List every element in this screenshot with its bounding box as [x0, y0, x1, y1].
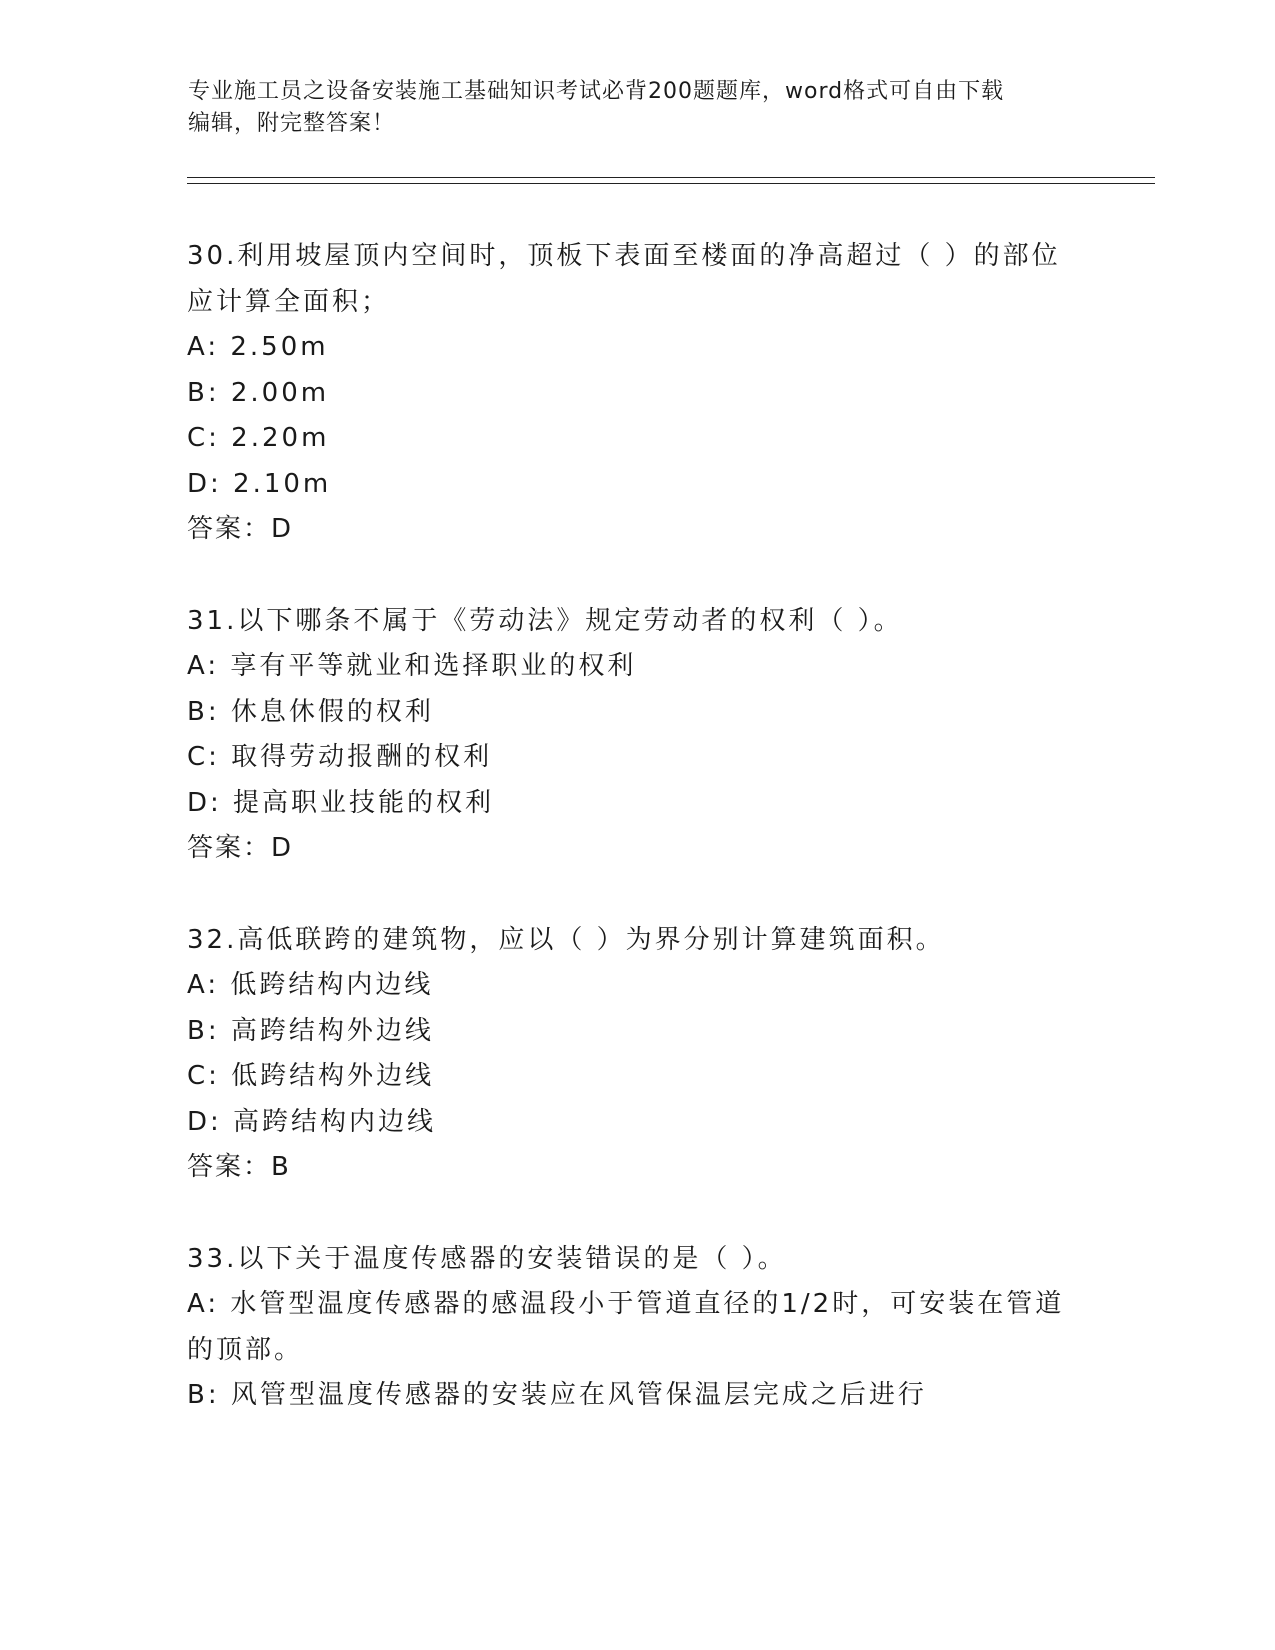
option-a: A: 2.50m: [187, 332, 329, 362]
option-a-continued: 的顶部。: [187, 1334, 304, 1365]
answer: 答案：D: [187, 833, 294, 863]
option-a: A: 享有平等就业和选择职业的权利: [187, 651, 637, 681]
header-line-2: 编辑，附完整答案！: [188, 111, 396, 136]
header-divider-bottom: [187, 183, 1155, 184]
option-d: D: 2.10m: [187, 468, 332, 499]
question-stem-continued: 应计算全面积；: [187, 286, 391, 317]
answer: 答案：B: [187, 1152, 291, 1182]
option-c: C: 低跨结构外边线: [187, 1061, 435, 1091]
question-stem: 33.以下关于温度传感器的安装错误的是（ ）。: [187, 1243, 787, 1274]
document-header: [188, 76, 1068, 140]
question-32: [187, 918, 1067, 1191]
question-stem: 30.利用坡屋顶内空间时，顶板下表面至楼面的净高超过（ ）的部位: [187, 241, 1061, 271]
answer: 答案：D: [187, 514, 294, 544]
option-d: D: 提高职业技能的权利: [187, 787, 495, 818]
question-30: [187, 234, 1067, 553]
option-b: B: 2.00m: [187, 377, 330, 408]
question-31: [187, 599, 1067, 872]
question-33: [187, 1237, 1067, 1419]
option-b: B: 休息休假的权利: [187, 696, 434, 727]
option-c: C: 2.20m: [187, 423, 330, 453]
option-a: A: 水管型温度传感器的感温段小于管道直径的1/2时，可安装在管道: [187, 1289, 1065, 1319]
header-divider-top: [187, 177, 1155, 178]
question-list: [187, 234, 1067, 1465]
question-stem: 31.以下哪条不属于《劳动法》规定劳动者的权利（ ）。: [187, 605, 903, 636]
option-d: D: 高跨结构内边线: [187, 1106, 437, 1137]
option-b: B: 高跨结构外边线: [187, 1015, 434, 1046]
header-line-1: 专业施工员之设备安装施工基础知识考试必背200题题库，word格式可自由下载: [188, 79, 1005, 104]
option-c: C: 取得劳动报酬的权利: [187, 742, 493, 772]
option-a: A: 低跨结构内边线: [187, 970, 434, 1000]
option-b: B: 风管型温度传感器的安装应在风管保温层完成之后进行: [187, 1380, 927, 1410]
question-stem: 32.高低联跨的建筑物，应以（ ）为界分别计算建筑面积。: [187, 924, 945, 955]
